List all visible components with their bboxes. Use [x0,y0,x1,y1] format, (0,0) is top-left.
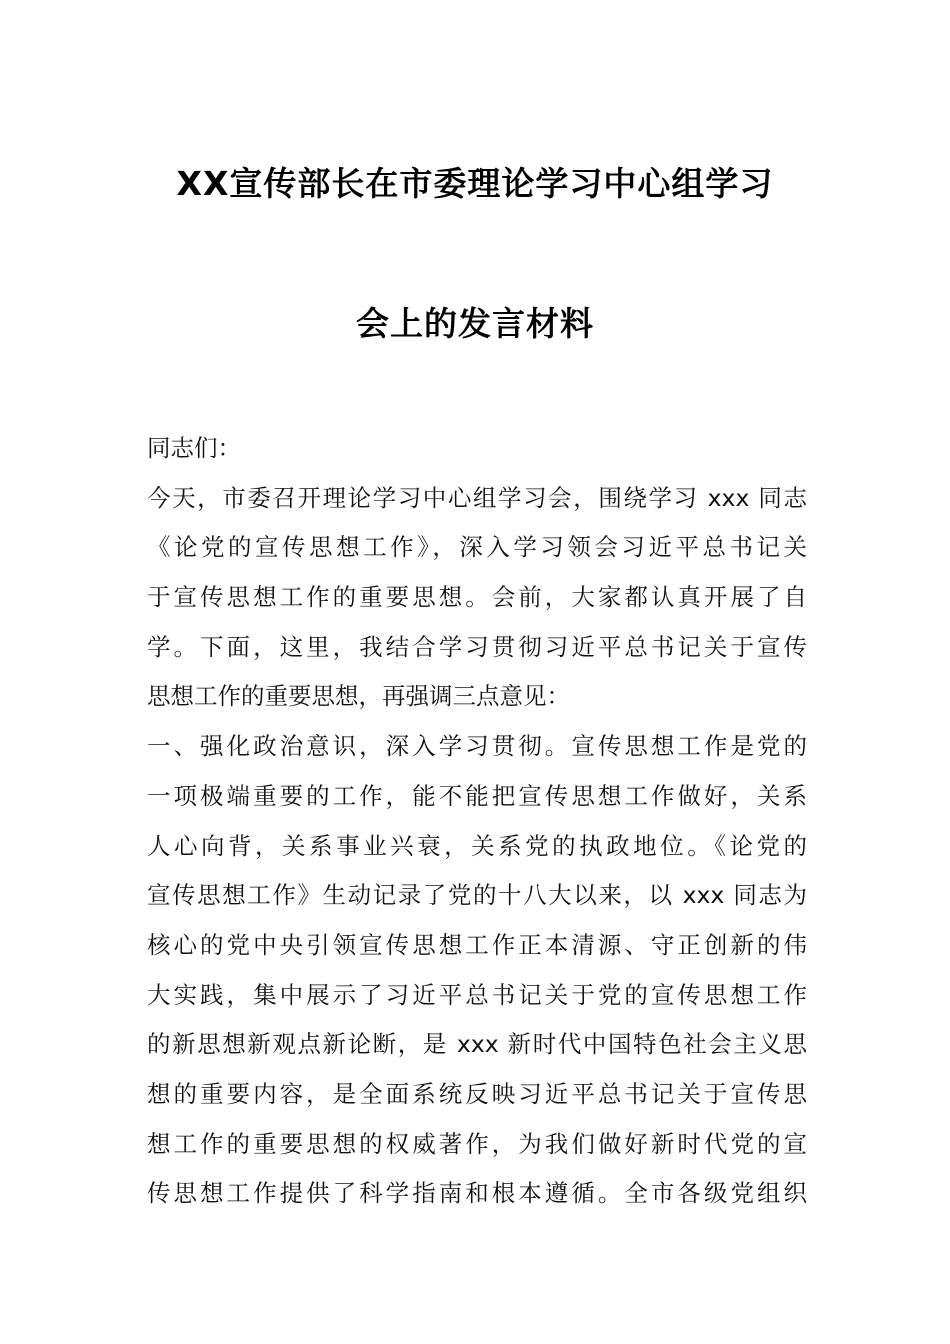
body-line: 《论党的宣传思想工作》，深入学习领会习近平总书记关 [147,533,807,562]
body-line: 学。下面，这里，我结合学习贯彻习近平总书记关于宣传 [147,632,807,661]
body-line: 传思想工作提供了科学指南和根本遵循。全市各级党组织 [147,1179,807,1208]
body-line: 想的重要内容，是全面系统反映习近平总书记关于宣传思 [147,1079,807,1108]
body-line: 人心向背，关系事业兴衰，关系党的执政地位。《论党的 [147,831,807,860]
document-body [147,430,807,1225]
body-line: 思想工作的重要思想，再强调三点意见： [147,682,570,711]
body-line: 的新思想新观点新论断，是 xxx 新时代中国特色社会主义思 [147,1030,807,1059]
salutation: 同志们： [147,434,241,462]
body-line: 一、强化政治意识，深入学习贯彻。宣传思想工作是党的 [147,732,807,761]
body-line: 宣传思想工作》生动记录了党的十八大以来，以 xxx 同志为 [147,881,807,910]
body-line: 大实践，集中展示了习近平总书记关于党的宣传思想工作 [147,980,807,1009]
body-line: 于宣传思想工作的重要思想。会前，大家都认真开展了自 [147,583,807,612]
body-line: 今天，市委召开理论学习中心组学习会，围绕学习 xxx 同志 [147,483,807,512]
body-line: 核心的党中央引领宣传思想工作正本清源、守正创新的伟 [147,930,807,959]
document-title-line-1: XX宣传部长在市委理论学习中心组学习 [176,164,774,203]
document-title-line-2: 会上的发言材料 [356,304,594,343]
body-line: 想工作的重要思想的权威著作，为我们做好新时代党的宣 [147,1129,807,1158]
body-line: 一项极端重要的工作，能不能把宣传思想工作做好，关系 [147,781,807,810]
